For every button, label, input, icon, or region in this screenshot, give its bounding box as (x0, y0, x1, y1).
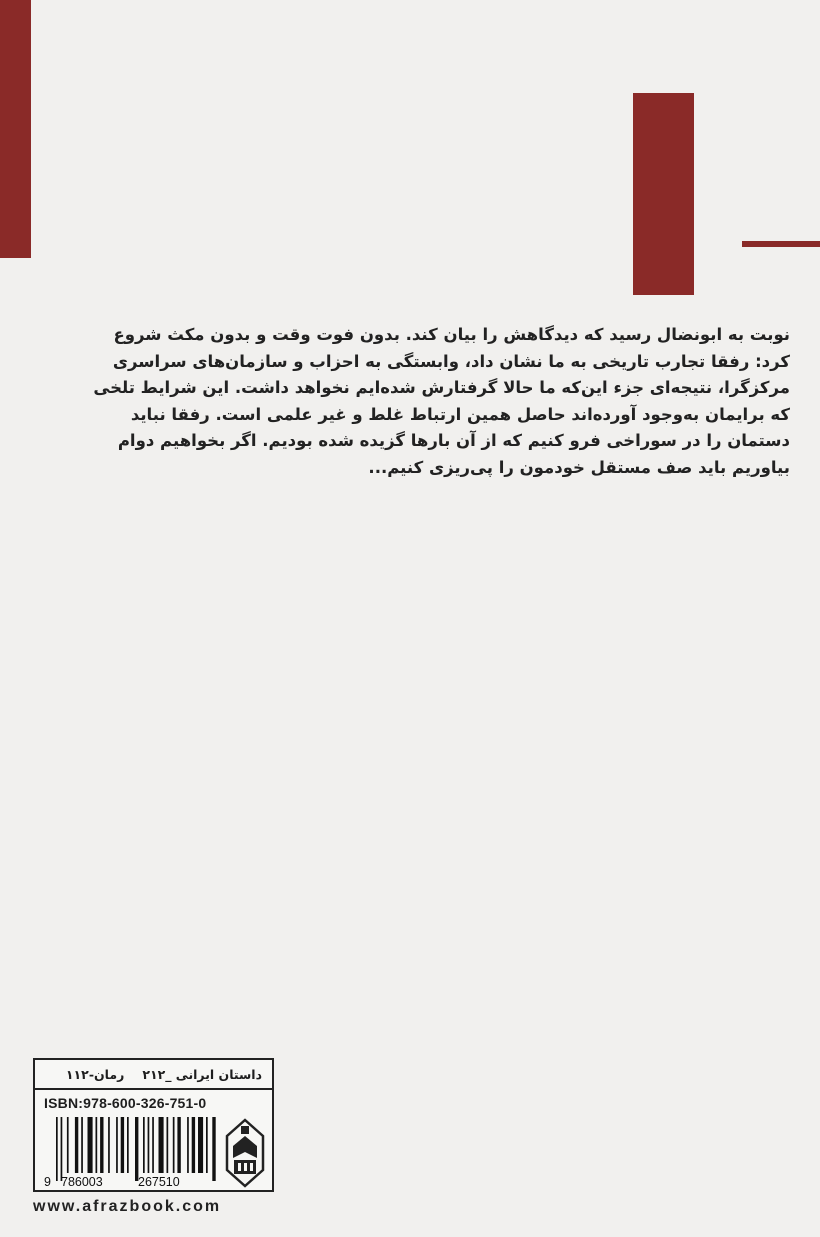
barcode-right-digits: 267510 (138, 1175, 180, 1189)
barcode-bar (187, 1117, 189, 1173)
barcode (42, 1115, 218, 1189)
barcode-bar (198, 1117, 203, 1173)
series-label: داستان ایرانی _۲۱۲ (142, 1066, 262, 1082)
back-cover-blurb (40, 322, 790, 481)
barcode-bar (81, 1117, 83, 1173)
barcode-bar (192, 1117, 195, 1173)
barcode-bar (75, 1117, 78, 1173)
series-row (35, 1060, 272, 1090)
novel-code: رمان-۱۱۲ (65, 1066, 125, 1082)
publisher-website: www.afrazbook.com (33, 1198, 222, 1215)
barcode-bar (177, 1117, 180, 1173)
isbn-number: ISBN:978-600-326-751-0 (44, 1095, 207, 1111)
barcode-bar (100, 1117, 103, 1173)
barcode-first-digit: 9 (44, 1175, 51, 1189)
barcode-bar (67, 1117, 69, 1173)
blurb-line: کرد: رفقا تجارب تاریخی به ما نشان داد، وابستگی به احزاب و سازمان‌های سراسری (112, 351, 790, 371)
barcode-bar (152, 1117, 154, 1173)
barcode-bar (167, 1117, 169, 1173)
blurb-line: نوبت به ابونضال رسید که دیدگاهش را بیان کند. بدون فوت وقت و بدون مکث شروع (113, 325, 790, 344)
barcode-bar (121, 1117, 124, 1173)
barcode-bar (143, 1117, 145, 1173)
barcode-bar (148, 1117, 150, 1173)
barcode-bar (96, 1117, 98, 1173)
barcode-bar (159, 1117, 164, 1173)
red-accent-line (742, 241, 820, 247)
book-info-box (33, 1058, 274, 1192)
barcode-bar (212, 1117, 215, 1181)
blurb-line: بیاوریم باید صف مستقل خودمون را پی‌ریزی کنیم... (368, 457, 790, 477)
spine-red-bar (0, 0, 31, 258)
barcode-bar (206, 1117, 208, 1173)
barcode-bar (127, 1117, 129, 1173)
afraz-publisher-logo (223, 1118, 267, 1188)
barcode-bar (61, 1117, 63, 1181)
barcode-bar (88, 1117, 93, 1173)
barcode-bar (173, 1117, 175, 1173)
barcode-left-digits: 786003 (61, 1175, 103, 1189)
blurb-line: دستمان را در سوراخی فرو کنیم که از آن بارها گزیده شده بودیم. اگر بخواهیم دوام (117, 431, 790, 450)
red-accent-block (633, 93, 694, 295)
barcode-bar (135, 1117, 138, 1181)
barcode-bar (56, 1117, 58, 1181)
barcode-bar (116, 1117, 118, 1173)
barcode-bar (108, 1117, 110, 1173)
blurb-line: مرکزگرا، نتیجه‌ای جزء این‌که ما حالا گرفتارش شده‌ایم نخواهد داشت. این شرایط تلخی (93, 378, 790, 397)
blurb-line: که برایمان به‌وجود آورده‌اند حاصل همین ارتباط غلط و غیر علمی است. رفقا نباید (130, 404, 790, 424)
barcode-bars (56, 1117, 216, 1181)
